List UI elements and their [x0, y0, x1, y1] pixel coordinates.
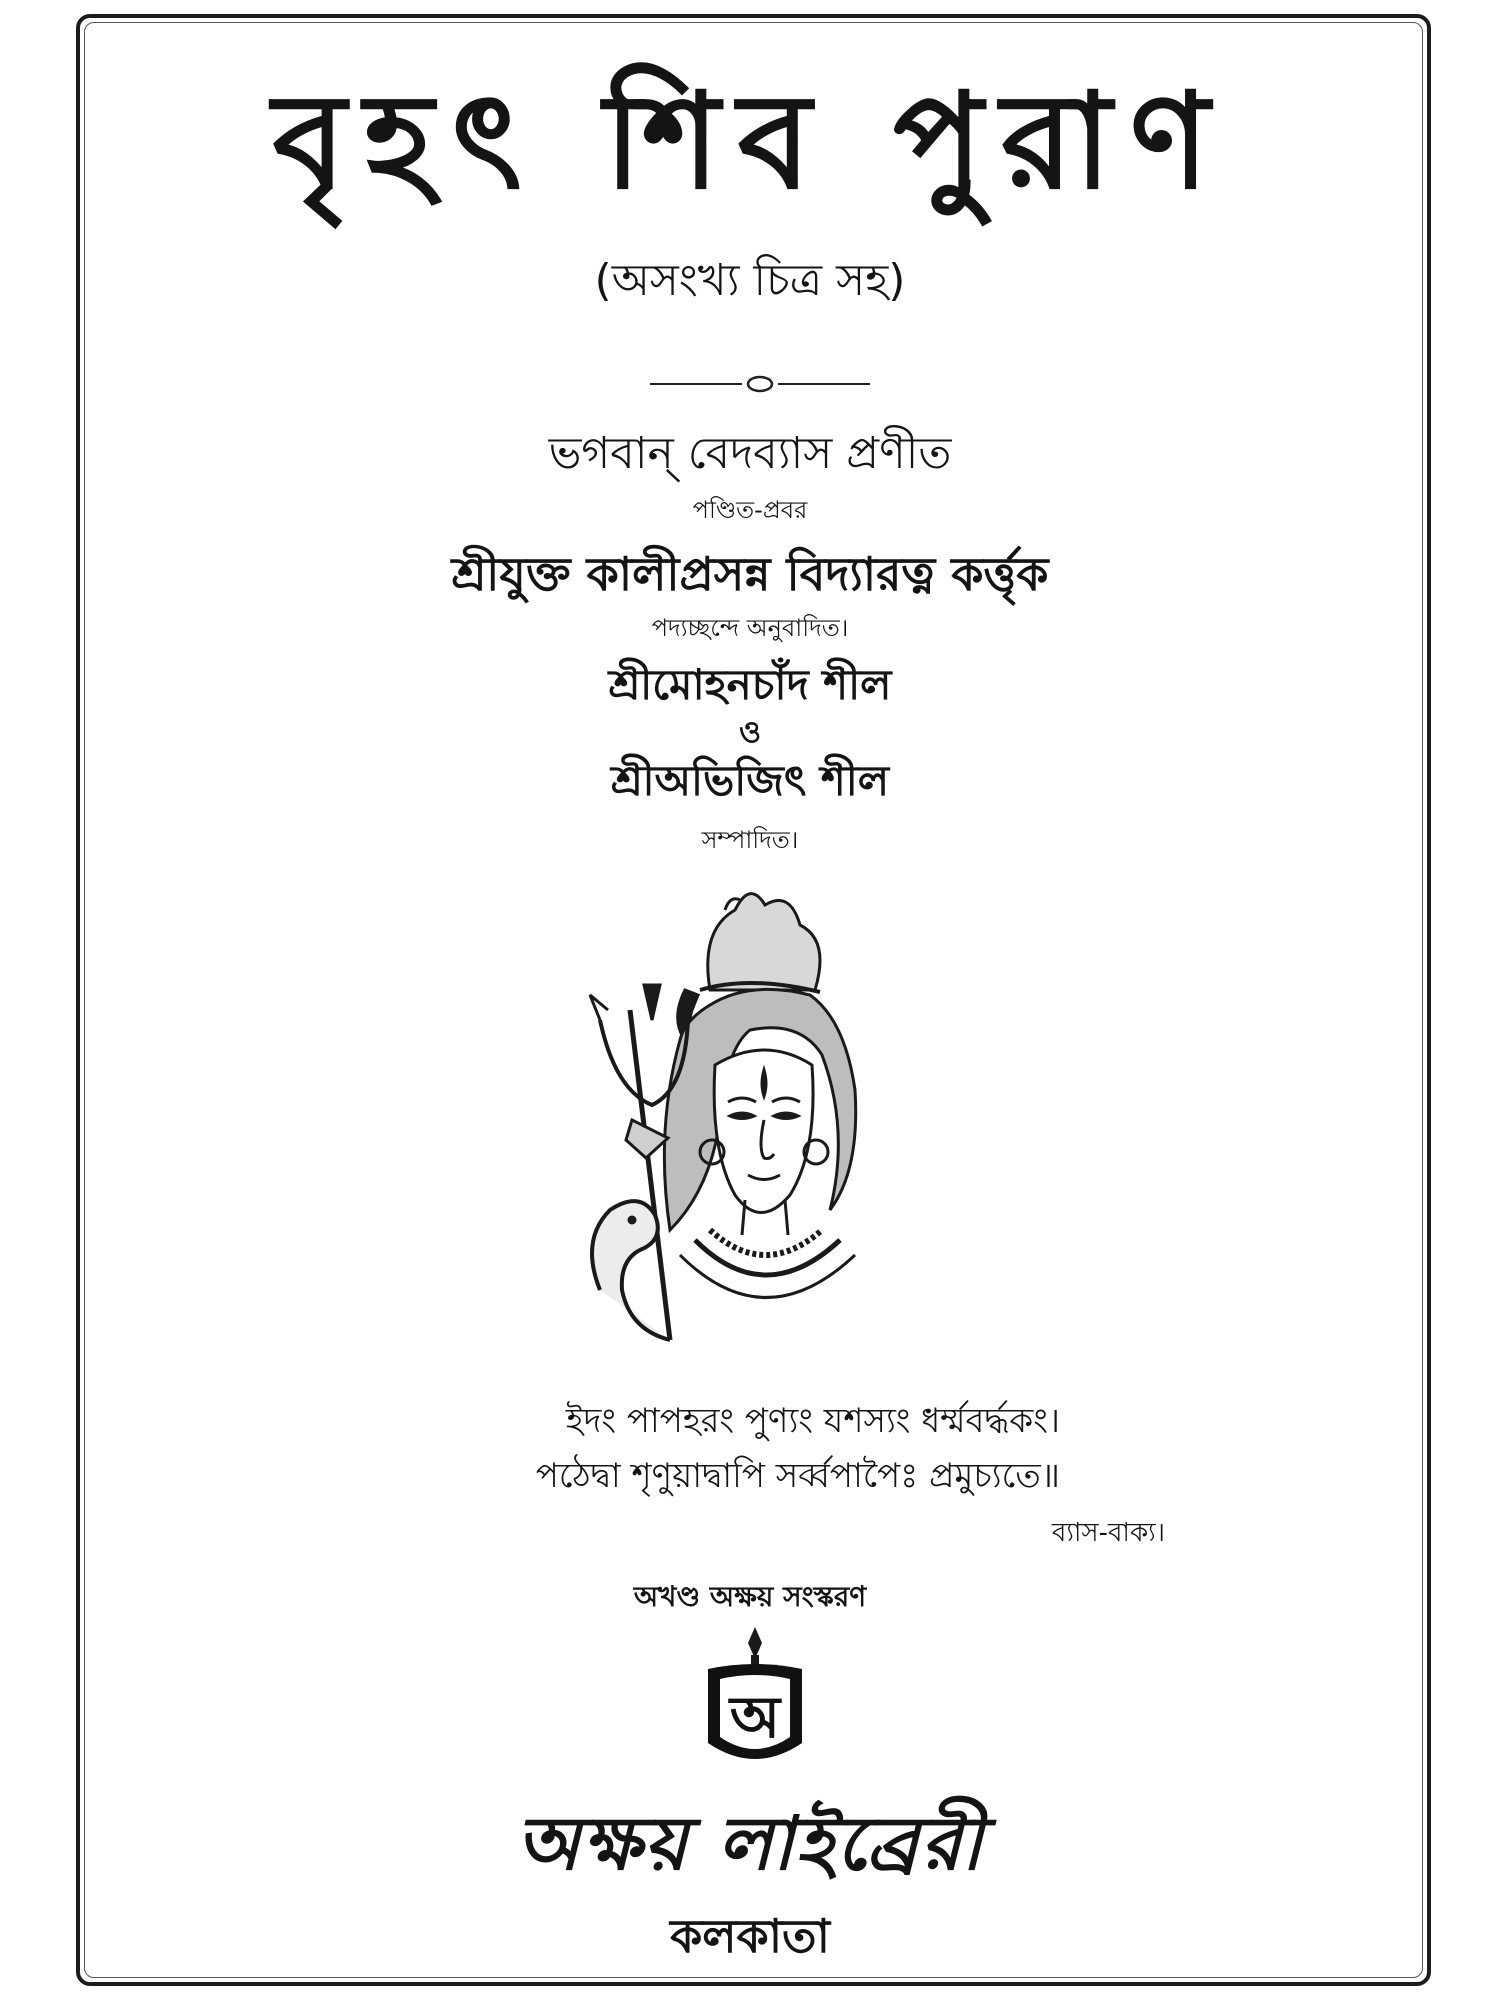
translated-note: পদ্যচ্ছন্দে অনুবাদিত। — [651, 614, 849, 642]
edition-label: অখণ্ড অক্ষয় সংস্করণ — [633, 1580, 867, 1613]
translator-intro: পণ্ডিত-প্রবর — [692, 496, 808, 524]
book-title: বৃহৎ শিব পুরাণ — [272, 65, 1228, 219]
publisher-name: অক্ষয় লাইব্রেরী — [515, 1801, 985, 1887]
verse-line-2: পঠেদ্বা শৃণুয়াদ্বাপি সর্ব্বপাপৈঃ প্রমুচ্যতে॥ — [535, 1456, 1060, 1496]
shiva-portrait-illustration — [560, 870, 940, 1350]
editor-1: শ্রীমোহনচাঁদ শীল — [608, 660, 892, 709]
verse-attribution: ব্যাস-বাক্য। — [1051, 1518, 1165, 1548]
publisher-logo — [700, 1625, 810, 1780]
verse-line-1: ইদং পাপহরং পুণ্যং যশস্যং ধর্ম্মবর্দ্ধকং। — [565, 1401, 1060, 1441]
author-line: ভগবান্ বেদব্যাস প্রণীত — [548, 428, 952, 479]
translator-name: শ্রীযুক্ত কালীপ্রসন্ন বিদ্যারত্ন কর্ত্তৃক — [451, 547, 1049, 601]
publisher-city: কলকাতা — [670, 1909, 830, 1963]
and-word: ও — [738, 715, 762, 750]
book-subtitle: (অসংখ্য চিত্র সহ) — [594, 255, 906, 306]
editor-2: শ্রীঅভিজিৎ শীল — [610, 756, 890, 805]
ornamental-divider — [650, 372, 870, 396]
edited-note: সম্পাদিত। — [701, 826, 799, 854]
logo-letter: অ — [729, 1683, 781, 1751]
